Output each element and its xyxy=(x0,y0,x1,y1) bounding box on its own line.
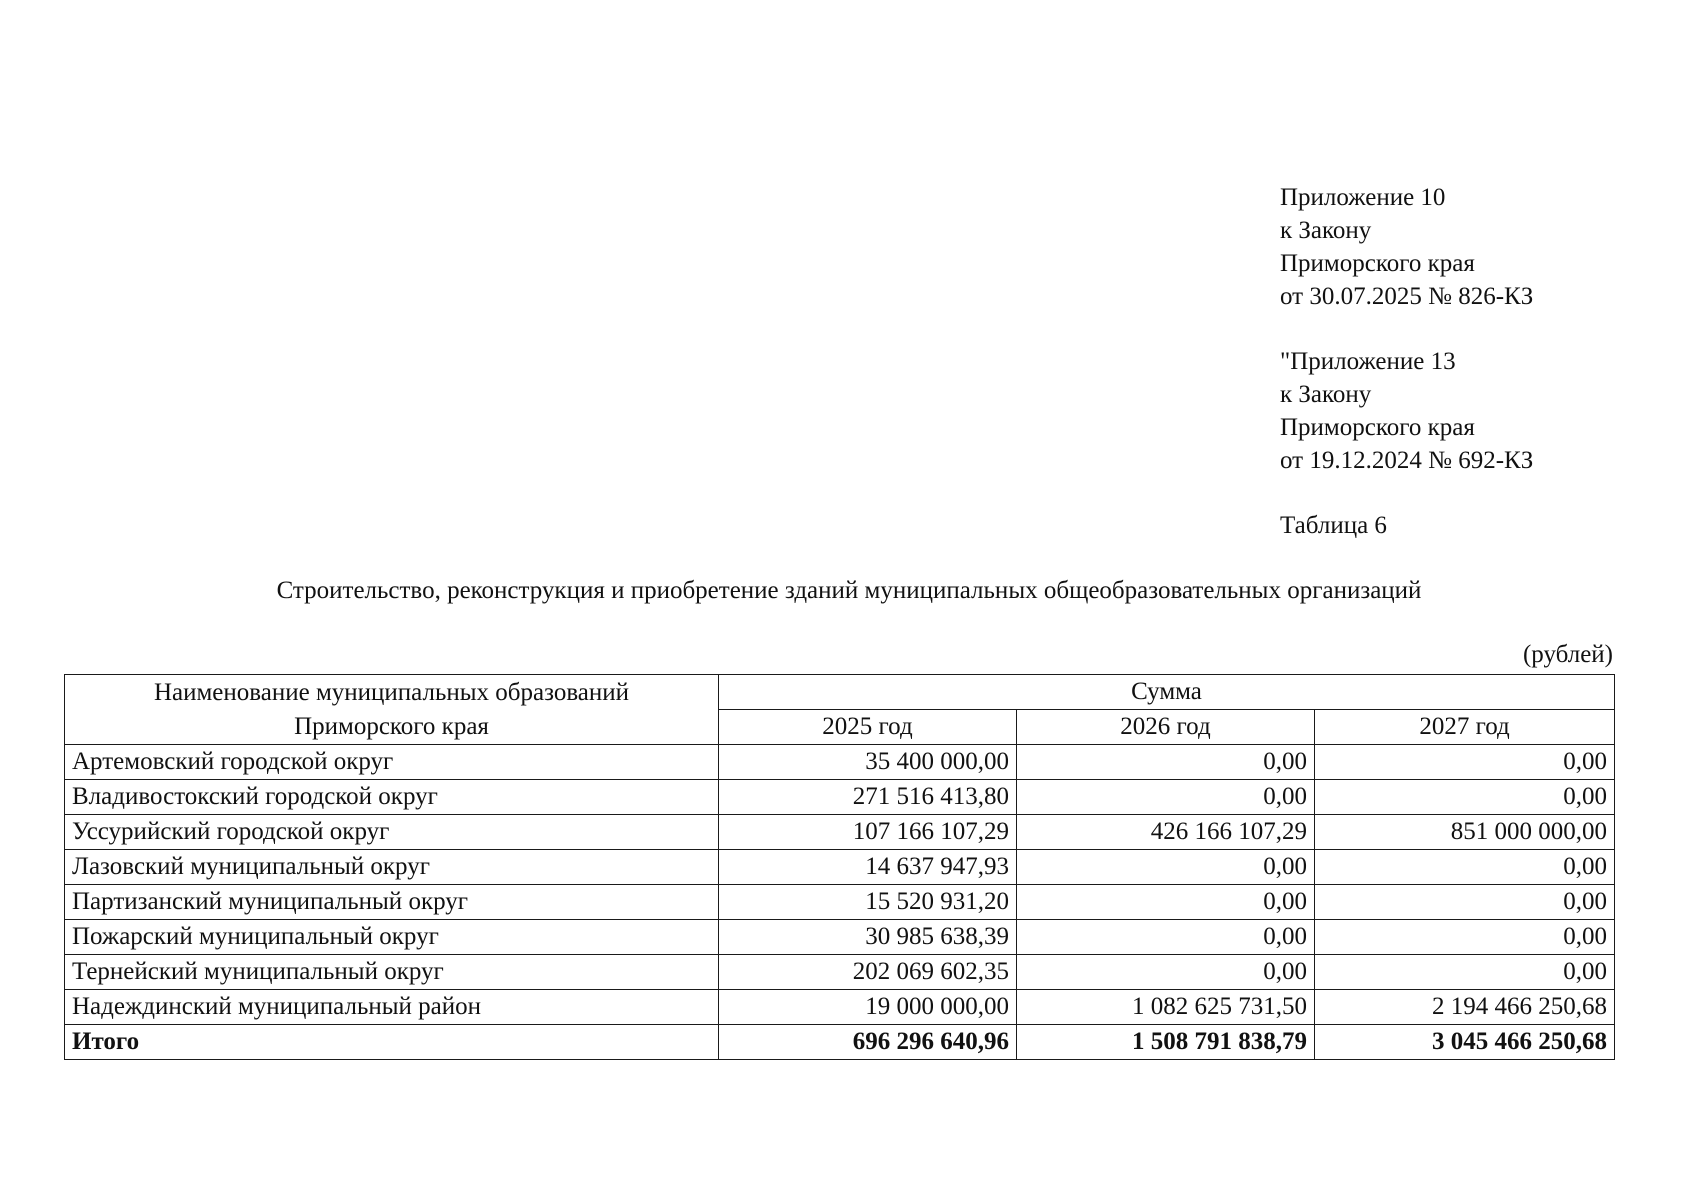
column-header-2025: 2025 год xyxy=(719,710,1017,745)
annex-amended-reference xyxy=(1280,345,1533,477)
column-header-2026: 2026 год xyxy=(1017,710,1315,745)
amount-2025: 202 069 602,35 xyxy=(719,955,1017,990)
amount-2026: 0,00 xyxy=(1017,850,1315,885)
table-row xyxy=(65,920,1615,955)
amount-2026: 1 082 625 731,50 xyxy=(1017,990,1315,1025)
table-row xyxy=(65,815,1615,850)
amount-2026: 0,00 xyxy=(1017,885,1315,920)
amount-2027: 2 194 466 250,68 xyxy=(1315,990,1615,1025)
municipality-name: Уссурийский городской округ xyxy=(65,815,719,850)
table-row xyxy=(65,990,1615,1025)
municipality-name: Лазовский муниципальный округ xyxy=(65,850,719,885)
column-header-municipality-line2: Приморского края xyxy=(294,712,489,740)
column-header-municipality xyxy=(65,675,719,745)
municipality-name: Надеждинский муниципальный район xyxy=(65,990,719,1025)
annex-current-law: к Закону xyxy=(1280,217,1372,244)
column-header-2027: 2027 год xyxy=(1315,710,1615,745)
amount-2027: 0,00 xyxy=(1315,955,1615,990)
units-label: (рублей) xyxy=(1522,641,1613,668)
annex-amended-region: Приморского края xyxy=(1280,414,1475,441)
table-total-row xyxy=(65,1025,1615,1060)
municipality-name: Артемовский городской округ xyxy=(65,745,719,780)
amount-2027: 0,00 xyxy=(1315,885,1615,920)
amount-2026: 0,00 xyxy=(1017,745,1315,780)
column-header-municipality-line1: Наименование муниципальных образований xyxy=(153,678,630,706)
amount-2026: 0,00 xyxy=(1017,955,1315,990)
amount-2027: 0,00 xyxy=(1315,850,1615,885)
total-2025: 696 296 640,96 xyxy=(719,1025,1017,1060)
amount-2026: 0,00 xyxy=(1017,920,1315,955)
municipality-name: Пожарский муниципальный округ xyxy=(65,920,719,955)
table-row xyxy=(65,885,1615,920)
table-number: Таблица 6 xyxy=(1280,512,1387,539)
document-title: Строительство, реконструкция и приобретение зданий муниципальных общеобразовательных организаций xyxy=(276,577,1422,604)
amount-2027: 0,00 xyxy=(1315,920,1615,955)
table-header-row xyxy=(65,675,1615,710)
table-row xyxy=(65,780,1615,815)
amount-2025: 35 400 000,00 xyxy=(719,745,1017,780)
annex-amended-law: к Закону xyxy=(1280,381,1372,408)
table-row xyxy=(65,955,1615,990)
amount-2026: 426 166 107,29 xyxy=(1017,815,1315,850)
amount-2027: 0,00 xyxy=(1315,745,1615,780)
funding-table xyxy=(64,674,1615,1060)
annex-amended-date: от 19.12.2024 № 692-КЗ xyxy=(1280,447,1534,474)
annex-current-number: Приложение 10 xyxy=(1280,184,1446,211)
amount-2025: 15 520 931,20 xyxy=(719,885,1017,920)
annex-amended-number: "Приложение 13 xyxy=(1280,348,1456,375)
amount-2025: 30 985 638,39 xyxy=(719,920,1017,955)
amount-2025: 107 166 107,29 xyxy=(719,815,1017,850)
amount-2025: 14 637 947,93 xyxy=(719,850,1017,885)
table-row xyxy=(65,850,1615,885)
total-2027: 3 045 466 250,68 xyxy=(1315,1025,1615,1060)
annex-current-region: Приморского края xyxy=(1280,250,1475,277)
column-header-sum: Сумма xyxy=(719,675,1615,710)
annex-current-date: от 30.07.2025 № 826-КЗ xyxy=(1280,283,1534,310)
municipality-name: Тернейский муниципальный округ xyxy=(65,955,719,990)
table-row xyxy=(65,745,1615,780)
municipality-name: Владивостокский городской округ xyxy=(65,780,719,815)
amount-2027: 851 000 000,00 xyxy=(1315,815,1615,850)
annex-current-reference xyxy=(1280,181,1533,313)
amount-2025: 19 000 000,00 xyxy=(719,990,1017,1025)
total-2026: 1 508 791 838,79 xyxy=(1017,1025,1315,1060)
amount-2026: 0,00 xyxy=(1017,780,1315,815)
amount-2025: 271 516 413,80 xyxy=(719,780,1017,815)
municipality-name: Партизанский муниципальный округ xyxy=(65,885,719,920)
amount-2027: 0,00 xyxy=(1315,780,1615,815)
total-label: Итого xyxy=(65,1025,719,1060)
